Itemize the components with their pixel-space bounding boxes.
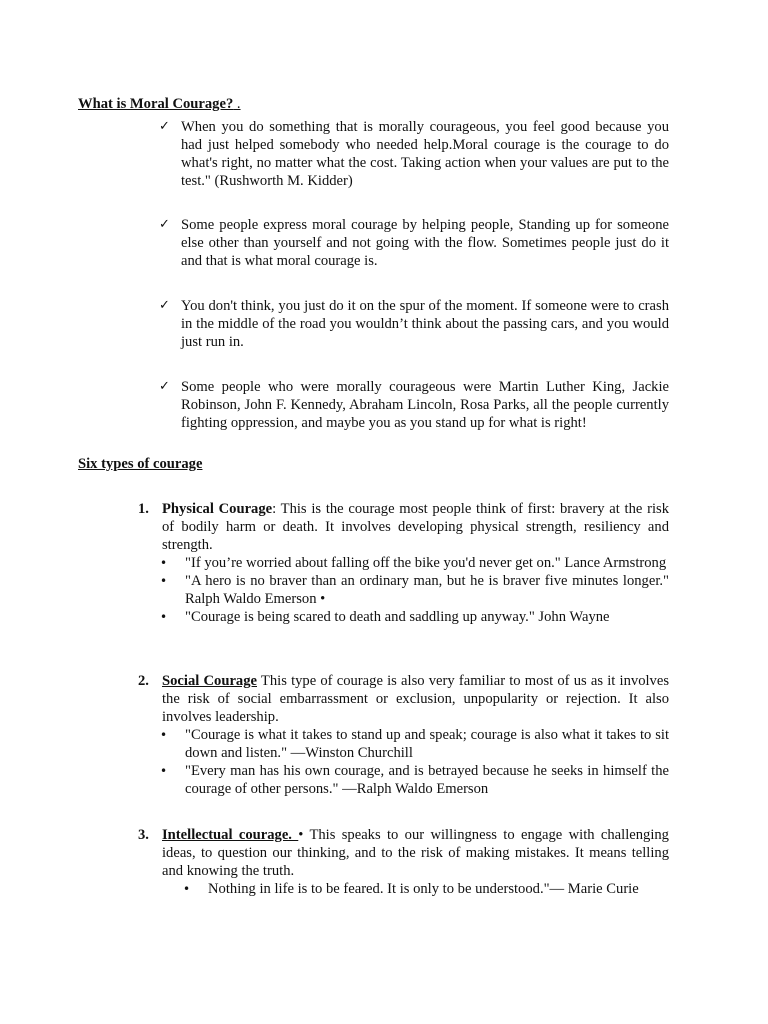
checkmark-icon: ✓	[159, 379, 170, 394]
list-number: 3.	[138, 827, 149, 843]
courage-type-2	[138, 672, 669, 798]
quote-item	[160, 572, 669, 608]
bullet-icon: •	[160, 574, 168, 588]
courage-type-3	[138, 826, 669, 898]
courage-description-text: This type of courage is also very familiar to most of us as it involves the risk of social embarrassment or exclusion, unpopularity or rejection. It also involves leadership.	[162, 673, 669, 725]
quote-item	[160, 608, 669, 626]
bullet-icon: •	[160, 728, 168, 742]
quote-text: "Courage is being scared to death and saddling up anyway." John Wayne	[185, 609, 610, 625]
courage-term: Physical Courage	[162, 501, 273, 517]
check-item-2	[159, 216, 669, 270]
bullet-icon: •	[160, 610, 168, 624]
quote-text: "Every man has his own courage, and is betrayed because he seeks in himself the courage of other persons." —Ralph Waldo Emerson	[185, 763, 669, 797]
quote-item	[160, 554, 669, 572]
courage-type-1	[138, 500, 670, 626]
check-item-3	[159, 297, 669, 351]
check-item-text: When you do something that is morally courageous, you feel good because you had just helped somebody who needed help.Moral courage is the courage to do what's right, no matter what the cost. Taking action when your values are put to the test." (Rushworth M. Kidder)	[181, 119, 669, 189]
heading-trailing-period: .	[233, 96, 241, 112]
quote-item	[160, 726, 669, 762]
bullet-icon: •	[160, 556, 168, 570]
quote-text: "A hero is no braver than an ordinary man, but he is braver five minutes longer." Ralph Waldo Emerson •	[185, 573, 669, 607]
courage-term: Social Courage	[162, 673, 257, 689]
check-item-text: You don't think, you just do it on the spur of the moment. If someone were to crash in the middle of the road you wouldn’t think about the passing cars, and you would just run in.	[181, 298, 669, 350]
moral-courage-heading-text: What is Moral Courage?	[78, 96, 234, 112]
list-number: 1.	[138, 501, 149, 517]
quote-item	[183, 880, 669, 898]
courage-type-description	[162, 672, 669, 726]
checkmark-icon: ✓	[159, 119, 170, 134]
quote-item	[160, 762, 669, 798]
checkmark-icon: ✓	[159, 298, 170, 313]
courage-description-text: • This speaks to our willingness to engage with challenging ideas, to question our thinking, and to the risk of making mistakes. It means telling and knowing the truth.	[162, 827, 669, 879]
quote-text: Nothing in life is to be feared. It is only to be understood."— Marie Curie	[208, 881, 639, 897]
courage-type-description	[162, 826, 669, 880]
courage-type-description	[162, 500, 669, 554]
list-number: 2.	[138, 673, 149, 689]
courage-description-text: : This is the courage most people think of first: bravery at the risk of bodily harm or death. It involves developing physical strength, resiliency and strength.	[162, 501, 670, 553]
bullet-icon: •	[183, 882, 191, 896]
check-item-1	[159, 118, 669, 190]
check-item-text: Some people who were morally courageous were Martin Luther King, Jackie Robinson, John F. Kennedy, Abraham Lincoln, Rosa Parks, all the people currently fighting oppression, and maybe you as you stand up for what is right!	[181, 379, 669, 431]
courage-term: Intellectual courage.	[162, 827, 299, 843]
check-item-text: Some people express moral courage by helping people, Standing up for someone else other than yourself and not going with the flow. Sometimes people just do it and that is what moral courage is.	[181, 217, 669, 269]
quote-text: "If you’re worried about falling off the bike you'd never get on." Lance Armstrong	[185, 555, 667, 571]
six-types-heading: Six types of courage	[78, 456, 203, 472]
checkmark-icon: ✓	[159, 217, 170, 232]
bullet-icon: •	[160, 764, 168, 778]
check-item-4	[159, 378, 669, 432]
quote-text: "Courage is what it takes to stand up and speak; courage is also what it takes to sit down and listen." —Winston Churchill	[185, 727, 669, 761]
moral-courage-heading	[78, 95, 241, 113]
